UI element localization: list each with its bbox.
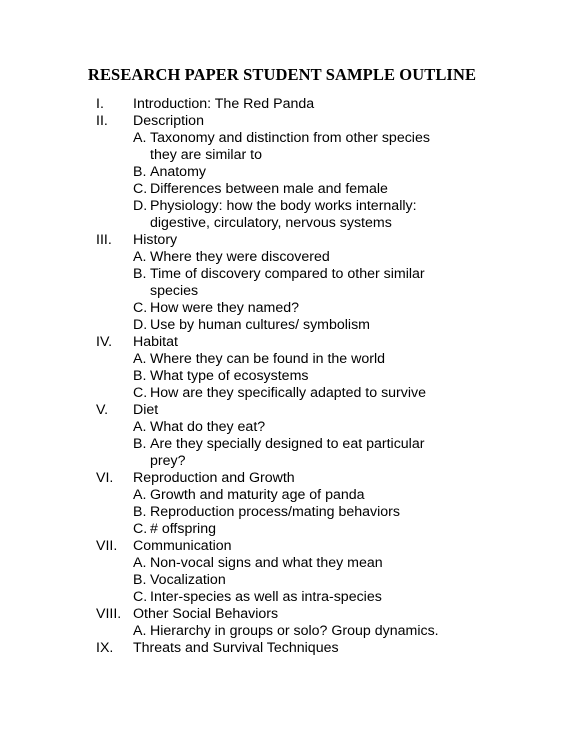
section-heading (96, 402, 556, 419)
subitem-letter: B. (133, 436, 147, 452)
section-title: Other Social Behaviors (133, 606, 279, 622)
outline-subitem (96, 419, 556, 436)
subitem-text: Vocalization (150, 572, 226, 588)
outline-section (96, 334, 556, 402)
section-numeral: III. (96, 232, 112, 248)
subitem-text: Where they were discovered (150, 249, 330, 265)
section-title: Threats and Survival Techniques (133, 640, 339, 656)
section-title: Habitat (133, 334, 178, 350)
subitem-text: Use by human cultures/ symbolism (150, 317, 370, 333)
section-heading (96, 538, 556, 555)
section-heading (96, 334, 556, 351)
section-heading (96, 606, 556, 623)
subitem-letter: D. (133, 198, 148, 214)
subitem-text: Anatomy (150, 164, 206, 180)
document-title: RESEARCH PAPER STUDENT SAMPLE OUTLINE (87, 65, 477, 84)
subitem-letter: C. (133, 300, 148, 316)
outline-section (96, 402, 556, 470)
subitem-text: Hierarchy in groups or solo? Group dynamics. (150, 623, 439, 639)
subitem-text: prey? (150, 453, 186, 469)
subitem-text: How are they specifically adapted to survive (150, 385, 427, 401)
outline-list (96, 96, 556, 657)
outline-subitem (96, 266, 556, 300)
section-heading (96, 96, 556, 113)
section-title: Introduction: The Red Panda (133, 96, 315, 112)
section-numeral: I. (96, 96, 104, 112)
outline-section (96, 232, 556, 334)
outline-subitem (96, 368, 556, 385)
subitem-text: they are similar to (150, 147, 262, 163)
subitem-text: What type of ecosystems (150, 368, 309, 384)
outline-section (96, 606, 556, 640)
subitem-letter: A. (133, 351, 147, 367)
section-title: History (133, 232, 178, 248)
outline-subitem (96, 555, 556, 572)
section-numeral: VII. (96, 538, 118, 554)
section-title: Reproduction and Growth (133, 470, 295, 486)
subitem-text: Reproduction process/mating behaviors (150, 504, 400, 520)
section-title: Diet (133, 402, 159, 418)
outline-section (96, 640, 556, 657)
subitem-text: Physiology: how the body works internally: (150, 198, 417, 214)
section-numeral: VIII. (96, 606, 122, 622)
outline-subitem (96, 487, 556, 504)
section-numeral: IV. (96, 334, 113, 350)
outline-subitem (96, 623, 556, 640)
subitem-text: Where they can be found in the world (150, 351, 386, 367)
outline-subitem (96, 436, 556, 470)
section-numeral: IX. (96, 640, 114, 656)
subitem-text: Differences between male and female (150, 181, 388, 197)
subitem-letter: A. (133, 419, 147, 435)
section-heading (96, 232, 556, 249)
subitem-text: Are they specially designed to eat particular (150, 436, 425, 452)
section-numeral: II. (96, 113, 108, 129)
subitem-letter: B. (133, 572, 147, 588)
subitem-text: Growth and maturity age of panda (150, 487, 365, 503)
subitem-letter: A. (133, 487, 147, 503)
outline-subitem (96, 589, 556, 606)
subitem-letter: B. (133, 164, 147, 180)
outline-subitem (96, 249, 556, 266)
subitem-text: Taxonomy and distinction from other species (150, 130, 430, 146)
subitem-letter: A. (133, 555, 147, 571)
subitem-letter: B. (133, 504, 147, 520)
outline-subitem (96, 164, 556, 181)
section-heading (96, 470, 556, 487)
subitem-text: Non-vocal signs and what they mean (150, 555, 383, 571)
outline-subitem (96, 572, 556, 589)
outline-section (96, 113, 556, 232)
section-title: Communication (133, 538, 232, 554)
outline-subitem (96, 300, 556, 317)
subitem-text: species (150, 283, 199, 299)
section-heading (96, 113, 556, 130)
subitem-text: Time of discovery compared to other similar (150, 266, 425, 282)
outline-subitem (96, 181, 556, 198)
outline-section (96, 96, 556, 113)
subitem-text: digestive, circulatory, nervous systems (150, 215, 392, 231)
subitem-letter: C. (133, 589, 148, 605)
subitem-text: Inter-species as well as intra-species (150, 589, 382, 605)
subitem-letter: D. (133, 317, 148, 333)
outline-subitem (96, 130, 556, 164)
subitem-letter: A. (133, 623, 147, 639)
subitem-letter: C. (133, 521, 148, 537)
outline-subitem (96, 385, 556, 402)
subitem-text: What do they eat? (150, 419, 266, 435)
section-numeral: V. (96, 402, 109, 418)
subitem-letter: B. (133, 266, 147, 282)
outline-section (96, 470, 556, 538)
outline-subitem (96, 317, 556, 334)
outline-subitem (96, 521, 556, 538)
section-numeral: VI. (96, 470, 114, 486)
subitem-letter: C. (133, 385, 148, 401)
outline-subitem (96, 198, 556, 232)
outline-section (96, 538, 556, 606)
subitem-letter: C. (133, 181, 148, 197)
outline-subitem (96, 351, 556, 368)
subitem-text: How were they named? (150, 300, 300, 316)
outline-subitem (96, 504, 556, 521)
section-heading (96, 640, 556, 657)
subitem-letter: A. (133, 249, 147, 265)
subitem-text: # offspring (150, 521, 216, 537)
section-title: Description (133, 113, 204, 129)
subitem-letter: A. (133, 130, 147, 146)
subitem-letter: B. (133, 368, 147, 384)
